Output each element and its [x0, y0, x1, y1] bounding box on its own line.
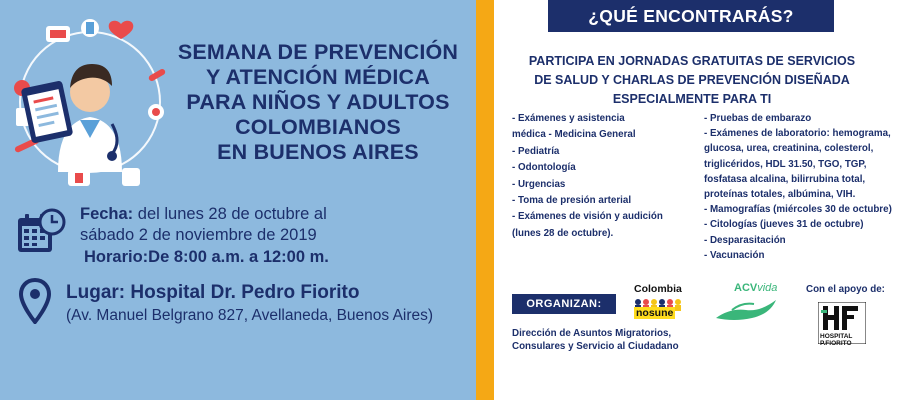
event-location: Lugar: Hospital Dr. Pedro Fiorito — [66, 282, 360, 303]
service-item: médica - Medicina General — [512, 129, 636, 141]
service-item: - Exámenes y asistencia — [512, 113, 625, 124]
services-list-right — [704, 111, 916, 263]
vida-text: vida — [757, 282, 778, 294]
service-item: - Desparasitación — [704, 234, 786, 246]
colombia-nos-une-text: nosune — [636, 307, 674, 319]
service-item: - Urgencias — [512, 178, 566, 190]
location-pin-icon — [18, 278, 52, 324]
date-line-1: del lunes 28 de octubre al — [133, 205, 327, 223]
intro-line: PARTICIPA EN JORNADAS GRATUITAS DE SERVICIOS — [528, 54, 856, 68]
title-line: PARA NIÑOS Y ADULTOS — [186, 90, 450, 114]
colombia-nos-une-text: Colombia — [634, 283, 682, 295]
title-line: Y ATENCIÓN MÉDICA — [206, 65, 430, 89]
organizer-line: Dirección de Asuntos Migratorios, — [512, 328, 672, 339]
organizers-label: ORGANIZAN: — [512, 294, 616, 314]
date-label: Fecha: — [80, 205, 134, 223]
service-item: - Vacunación — [704, 249, 765, 261]
organizer-name — [512, 328, 679, 353]
service-item: - Exámenes de laboratorio: hemograma, — [704, 128, 891, 140]
service-item: - Toma de presión arterial — [512, 195, 632, 207]
service-item: - Odontología — [512, 162, 576, 174]
hf-line: P.FIORITO — [820, 340, 852, 347]
event-date — [80, 204, 327, 246]
service-item: - Mamografías (miércoles 30 de octubre) — [704, 204, 892, 216]
title-line: SEMANA DE PREVENCIÓN — [177, 40, 459, 64]
acv-text: ACV — [734, 282, 758, 294]
organizer-line: Consulares y Servicio al Ciudadano — [512, 340, 679, 352]
hospital-fiorito-text — [820, 333, 852, 347]
title-line: COLOMBIANOS — [235, 115, 401, 139]
event-address: (Av. Manuel Belgrano 827, Avellaneda, Buenos Aires) — [66, 307, 434, 324]
date-line-2: sábado 2 de noviembre de 2019 — [80, 226, 317, 244]
event-schedule: Horario:De 8:00 a.m. a 12:00 m. — [84, 248, 329, 266]
service-item: (lunes 28 de octubre). — [512, 227, 614, 239]
service-item: - Pruebas de embarazo — [704, 113, 812, 124]
services-list-left — [512, 111, 712, 242]
calendar-clock-icon — [16, 208, 66, 256]
intro-line: ESPECIALMENTE PARA TI — [612, 92, 772, 106]
service-item: fosfatasa alcalina, bilirrubina total, — [704, 173, 866, 185]
hf-line: HOSPITAL — [820, 333, 853, 340]
accent-stripe — [476, 0, 494, 400]
doctor-illustration — [8, 12, 168, 192]
support-label: Con el apoyo de: — [806, 284, 885, 295]
service-item: triglicéridos, HDL 31.50, TGO, TGP, — [704, 158, 867, 170]
service-item: - Citologías (jueves 31 de octubre) — [704, 219, 864, 231]
event-title — [168, 40, 468, 165]
intro-text — [500, 52, 884, 109]
acv-vida-text — [734, 282, 777, 294]
title-line: EN BUENOS AIRES — [217, 140, 419, 164]
what-you-will-find-header: ¿QUÉ ENCONTRARÁS? — [548, 0, 834, 32]
service-item: - Pediatría — [512, 145, 560, 157]
service-item: glucosa, urea, creatinina, colesterol, — [704, 143, 874, 155]
intro-line: DE SALUD Y CHARLAS DE PREVENCIÓN DISEÑADA — [534, 73, 850, 87]
service-item: proteínas totales, albúmina, VIH. — [704, 189, 856, 201]
service-item: - Exámenes de visión y audición — [512, 211, 663, 223]
